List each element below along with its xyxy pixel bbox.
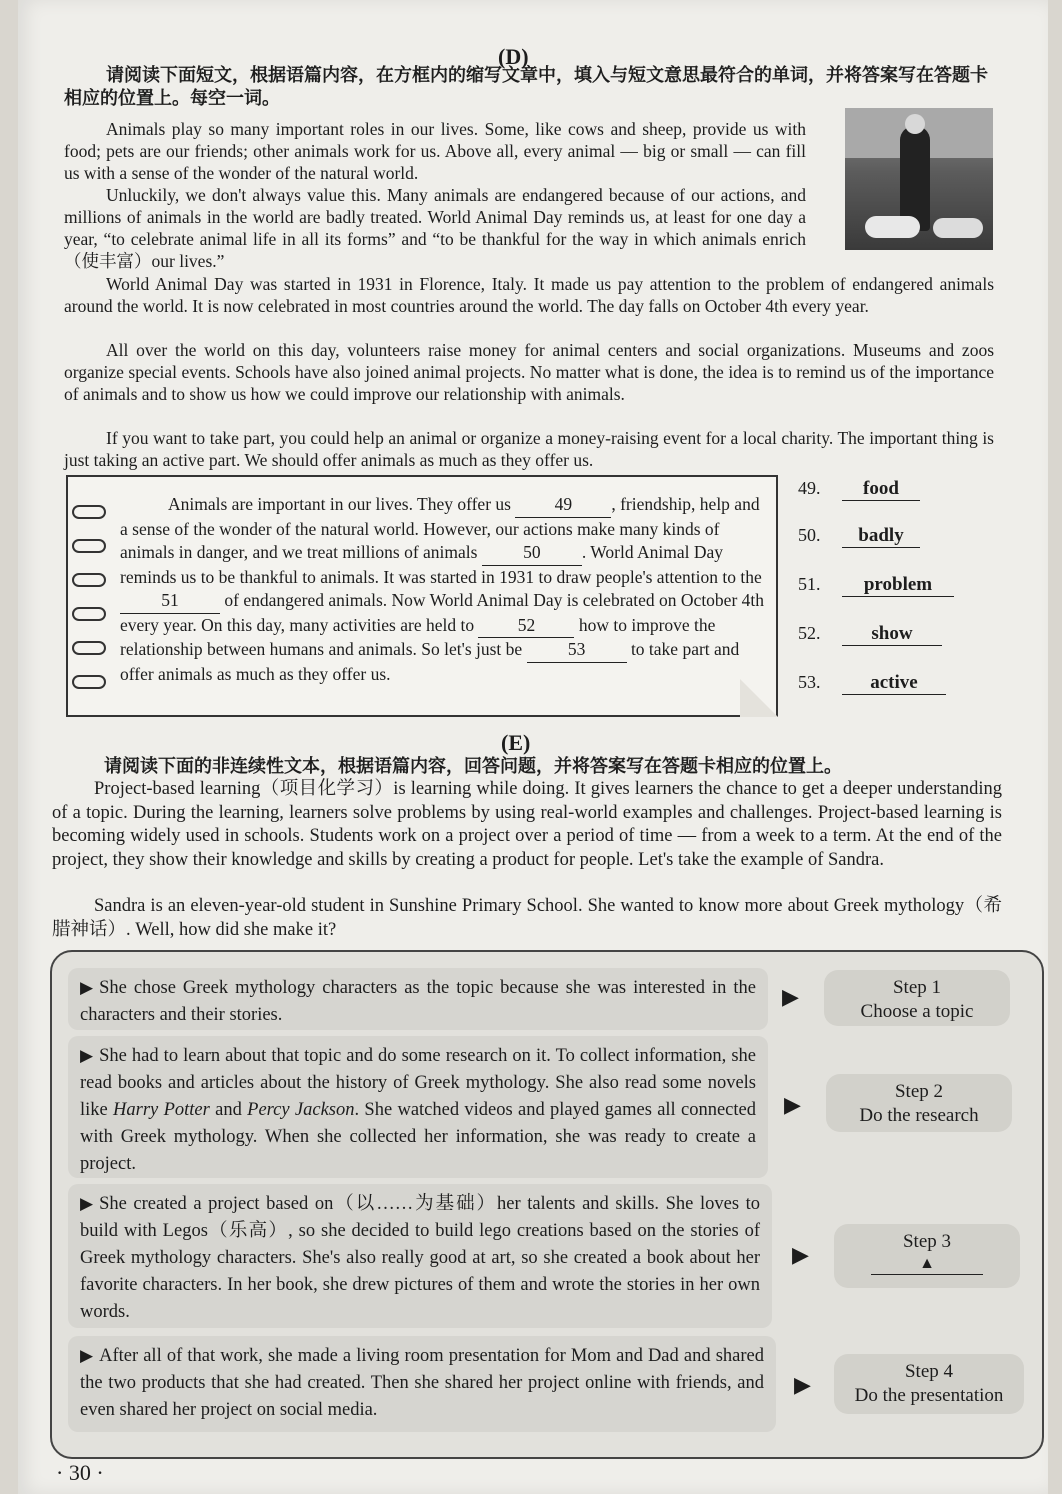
binder-ring-icon (72, 539, 106, 553)
arrow-right-icon: ▶ (792, 1242, 809, 1267)
worksheet-page (18, 0, 1048, 1494)
triangle-bullet-icon: ▶ (80, 1194, 94, 1213)
passage-e-paragraph-2: Sandra is an eleven-year-old student in Sunshine Primary School. She wanted to know more about Greek mythology（希腊神话）. Well, how did she make it? (52, 896, 1002, 940)
section-d-instruction: 请阅读下面短文，根据语篇内容，在方框内的缩写文章中，填入与短文意思最符合的单词，并将答案写在答题卡相应的位置上。每空一词。 (64, 65, 988, 109)
answer-52-value[interactable]: show (842, 623, 942, 646)
binder-ring-icon (72, 573, 106, 587)
binder-ring-icon (72, 505, 106, 519)
arrow-right-icon: ▶ (794, 1372, 811, 1397)
page-number: · 30 · (56, 1460, 104, 1485)
answer-51-value[interactable]: problem (842, 574, 954, 597)
guide-dog-photo (845, 108, 993, 250)
binder-ring-icon (72, 675, 106, 689)
passage-d-paragraph-5: If you want to take part, you could help an animal or organize a money-raising event for a local charity. The important thing is just taking an active part. We should offer animals as much as they offer us. (64, 428, 994, 470)
answer-50: 50. badly (798, 525, 920, 548)
blank-49[interactable]: 49 (515, 493, 611, 518)
answer-49: 49. food (798, 478, 920, 501)
answer-50-value[interactable]: badly (842, 525, 920, 548)
triangle-bullet-icon: ▶ (80, 978, 94, 997)
step-3-answer-blank[interactable]: ▲ (871, 1254, 983, 1275)
answer-52: 52. show (798, 623, 942, 646)
passage-d-paragraph-3: World Animal Day was started in 1931 in Florence, Italy. It made us pay attention to the problem of endangered animals around the world. It is now celebrated in most countries around the world. The day falls on October 4th every year. (64, 274, 994, 316)
step-2-box: Step 2 Do the research (826, 1074, 1012, 1132)
section-d-label: (D) (498, 44, 529, 69)
section-e-instruction: 请阅读下面的非连续性文本，根据语篇内容，回答问题，并将答案写在答题卡相应的位置上。 (104, 756, 842, 777)
flow-box-4: ▶ After all of that work, she made a living room presentation for Mom and Dad and shared the two products that she had created. Then she shared her project online with friends, and even shared her project on social media. (68, 1336, 776, 1432)
blank-50[interactable]: 50 (482, 541, 582, 566)
answer-53-value[interactable]: active (842, 672, 946, 695)
section-e-label: (E) (501, 730, 531, 755)
step-4-box: Step 4 Do the presentation (834, 1354, 1024, 1414)
passage-d-paragraph-2: Unluckily, we don't always value this. Many animals are endangered because of our actions, and millions of animals in the world are badly treated. World Animal Day reminds us, at least for one day a year, “to celebrate animal life in all its forms” and “to be thankful for the way in which animals enrich（使丰富）our lives.” (64, 185, 806, 271)
passage-d-paragraph-4: All over the world on this day, volunteers raise money for animal centers and social organizations. Museums and zoos organize special events. Schools have also joined animal projects. No matter what is done, the idea is to remind us of the importance of animals and to show us how we could improve our relationship with animals. (64, 340, 994, 404)
answer-53: 53. active (798, 672, 946, 695)
triangle-bullet-icon: ▶ (80, 1346, 94, 1365)
flow-box-2: ▶ She had to learn about that topic and do some research on it. To collect information, she read books and articles about the history of Greek mythology. She also read some novels like Harry Potter and Percy Jackson. She watched videos and played games all connected with Greek mythology. When she collected her information, she was ready to create a project. (68, 1036, 768, 1178)
flow-box-1: ▶ She chose Greek mythology characters as the topic because she was interested in the characters and their stories. (68, 968, 768, 1030)
answer-51: 51. problem (798, 574, 954, 597)
binder-ring-icon (72, 607, 106, 621)
flow-box-3: ▶ She created a project based on（以……为基础）her talents and skills. She loves to build with Legos（乐高）, so she decided to build lego creations based on the stories of Greek mythology characters. She's also really good at art, so she created a book about her favorite characters. In her book, she drew pictures of them and wrote the stories in her own words. (68, 1184, 772, 1328)
passage-d-paragraph-1: Animals play so many important roles in our lives. Some, like cows and sheep, provide us with food; pets are our friends; other animals work for us. Above all, every animal — big or small — can fill us with a sense of the wonder of the natural world. (64, 119, 806, 183)
arrow-right-icon: ▶ (782, 984, 799, 1009)
step-3-box: Step 3 ▲ (834, 1224, 1020, 1288)
passage-e-paragraph-1: Project-based learning（项目化学习）is learning while doing. It gives learners the chance to get a deeper understanding of a topic. During the learning, learners solve problems by using real-world examples and challenges. Project-based learning is becoming widely used in schools. Students work on a project over a period of time — from a week to a term. At the end of the project, they show their knowledge and skills by creating a product for people. Let's take the example of Sandra. (52, 779, 1002, 870)
answer-49-value[interactable]: food (842, 478, 920, 501)
summary-text: Animals are important in our lives. They offer us 49 , friendship, help and a sense of the wonder of the natural world. However, our actions make many kinds of animals in danger, and we treat millions of animals 50 . World Animal Day reminds us to be thankful to animals. It was started in 1931 to draw people's attention to the 51 of endangered animals. Now World Animal Day is celebrated on October 4th every year. On this day, many activities are held to 52 how to improve the relationship between humans and animals. So let's just be 53 to take part and offer animals as much as they offer us. (120, 494, 765, 684)
page-fold-icon (740, 679, 778, 717)
arrow-right-icon: ▶ (784, 1092, 801, 1117)
blank-53[interactable]: 53 (527, 638, 627, 663)
summary-box (66, 475, 778, 717)
blank-52[interactable]: 52 (478, 614, 574, 639)
blank-51[interactable]: 51 (120, 589, 220, 614)
binder-ring-icon (72, 641, 106, 655)
triangle-bullet-icon: ▶ (80, 1046, 94, 1065)
flowchart (50, 950, 1044, 1459)
step-1-box: Step 1 Choose a topic (824, 970, 1010, 1026)
